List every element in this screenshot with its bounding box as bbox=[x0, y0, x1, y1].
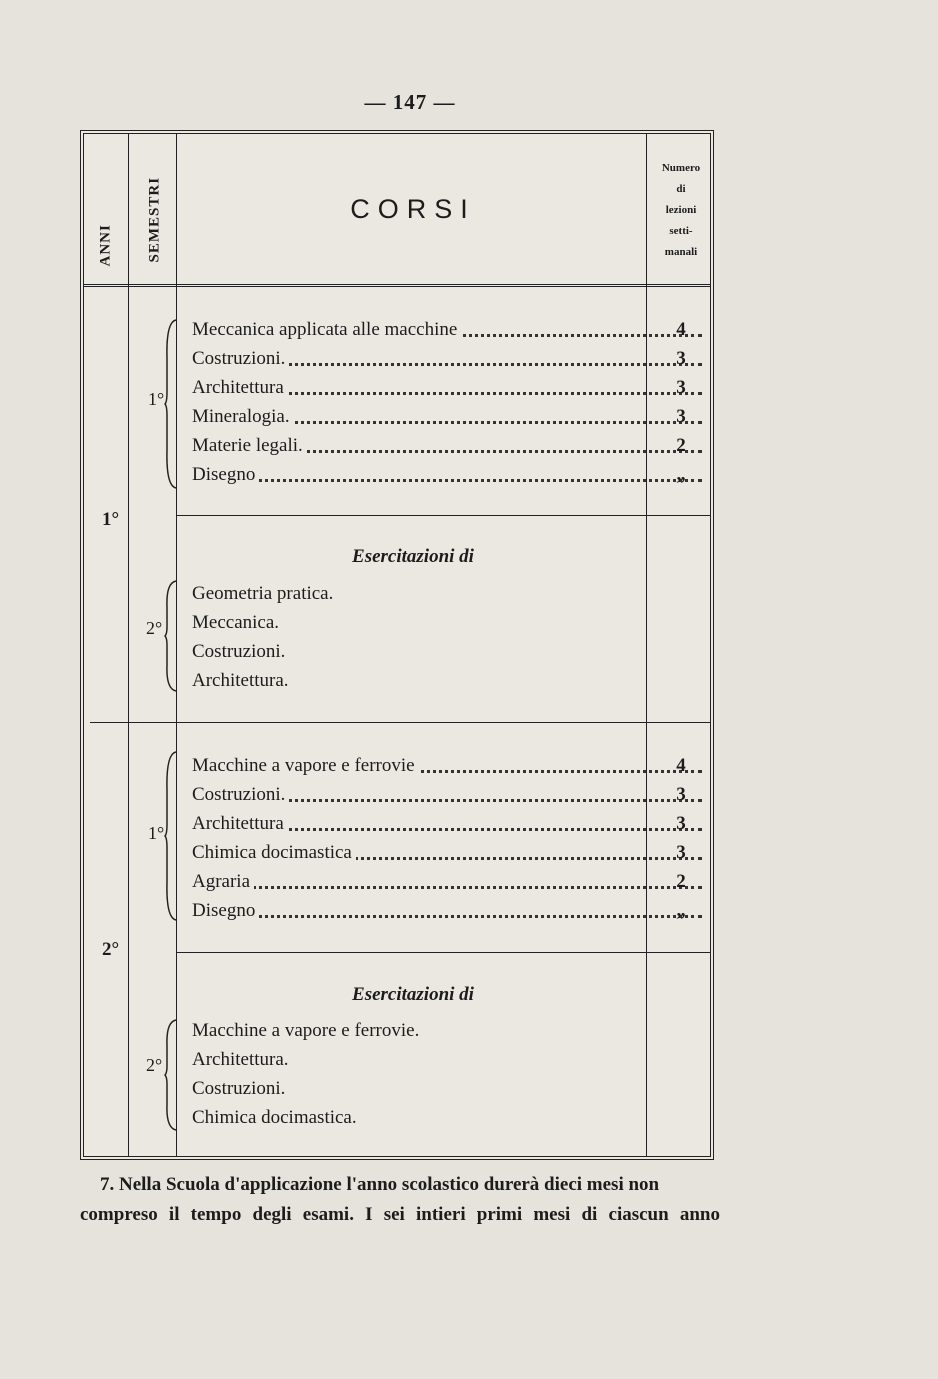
course-name: Chimica docimastica bbox=[192, 842, 356, 863]
course-row bbox=[192, 637, 702, 666]
header-corsi: CORSI bbox=[350, 194, 476, 224]
course-row bbox=[192, 780, 702, 809]
course-name: Disegno bbox=[192, 900, 259, 921]
page-number: — 147 — bbox=[364, 90, 456, 114]
course-name: Architettura bbox=[192, 377, 288, 398]
course-hours: „ bbox=[676, 464, 686, 485]
course-hours: „ bbox=[676, 900, 686, 921]
course-row bbox=[192, 1074, 702, 1103]
brace-y1-s2 bbox=[164, 579, 178, 693]
semester-label: 1° bbox=[148, 389, 165, 409]
course-row bbox=[192, 431, 702, 460]
semester-divider bbox=[176, 515, 710, 516]
course-name: Chimica docimastica. bbox=[192, 1107, 361, 1128]
course-name: Macchine a vapore e ferrovie bbox=[192, 755, 419, 776]
exercises-heading: Esercitazioni di bbox=[352, 546, 474, 567]
header-numero-line: lezioni bbox=[665, 204, 697, 216]
paragraph-line: 7. Nella Scuola d'applicazione l'anno scolastico durerà dieci mesi non bbox=[100, 1174, 660, 1195]
semester-label: 2° bbox=[146, 618, 163, 638]
course-hours: 4 bbox=[676, 755, 686, 776]
course-name: Architettura bbox=[192, 813, 288, 834]
course-row bbox=[192, 751, 702, 780]
course-name: Macchine a vapore e ferrovie. bbox=[192, 1020, 423, 1041]
header-semestri: SEMESTRI bbox=[146, 176, 163, 263]
course-hours: 3 bbox=[676, 842, 686, 863]
course-row bbox=[192, 460, 702, 489]
course-hours: 2 bbox=[676, 435, 686, 456]
course-name: Agraria bbox=[192, 871, 254, 892]
course-hours: 3 bbox=[676, 813, 686, 834]
course-hours: 4 bbox=[676, 319, 686, 340]
course-name: Disegno bbox=[192, 464, 259, 485]
course-row bbox=[192, 373, 702, 402]
course-name: Costruzioni. bbox=[192, 784, 289, 805]
course-row bbox=[192, 896, 702, 925]
course-name: Architettura. bbox=[192, 1049, 293, 1070]
course-name: Costruzioni. bbox=[192, 348, 289, 369]
course-row bbox=[192, 315, 702, 344]
course-name: Costruzioni. bbox=[192, 1078, 289, 1099]
body-paragraph bbox=[80, 1170, 720, 1230]
course-hours: 3 bbox=[676, 406, 686, 427]
semester-divider bbox=[176, 952, 710, 953]
header-numero-line: setti- bbox=[669, 225, 693, 237]
header-rule bbox=[84, 284, 710, 287]
course-name: Geometria pratica. bbox=[192, 583, 337, 604]
course-row bbox=[192, 1016, 702, 1045]
brace-y2-s2 bbox=[164, 1018, 178, 1132]
course-row bbox=[192, 1045, 702, 1074]
brace-y1-s1 bbox=[164, 318, 178, 490]
year-label: 2° bbox=[102, 939, 120, 960]
semester-label: 2° bbox=[146, 1055, 163, 1075]
paragraph-line: compreso il tempo degli esami. I sei intieri primi mesi di ciascun anno bbox=[80, 1204, 720, 1225]
year-divider bbox=[90, 722, 710, 723]
course-hours: 3 bbox=[676, 784, 686, 805]
course-hours: 2 bbox=[676, 871, 686, 892]
course-hours: 3 bbox=[676, 377, 686, 398]
course-name: Materie legali. bbox=[192, 435, 307, 456]
course-name: Mineralogia. bbox=[192, 406, 294, 427]
course-name: Meccanica applicata alle macchine bbox=[192, 319, 461, 340]
course-name: Architettura. bbox=[192, 670, 293, 691]
header-anni: ANNI bbox=[97, 224, 114, 267]
column-rule-anni bbox=[128, 134, 129, 1156]
course-row bbox=[192, 402, 702, 431]
semester-label: 1° bbox=[148, 823, 165, 843]
course-row bbox=[192, 867, 702, 896]
exercises-heading: Esercitazioni di bbox=[352, 984, 474, 1005]
course-row bbox=[192, 344, 702, 373]
header-numero-lezioni bbox=[650, 158, 712, 263]
course-row bbox=[192, 1103, 702, 1132]
course-row bbox=[192, 608, 702, 637]
header-numero-line: manali bbox=[664, 246, 698, 258]
course-row bbox=[192, 666, 702, 695]
course-name: Meccanica. bbox=[192, 612, 283, 633]
brace-y2-s1 bbox=[164, 750, 178, 922]
course-hours: 3 bbox=[676, 348, 686, 369]
course-name: Costruzioni. bbox=[192, 641, 289, 662]
course-row bbox=[192, 809, 702, 838]
course-row bbox=[192, 838, 702, 867]
header-numero-line: di bbox=[676, 183, 686, 195]
header-numero-line: Numero bbox=[661, 162, 701, 174]
courses-table bbox=[80, 130, 714, 1160]
course-row bbox=[192, 579, 702, 608]
year-label: 1° bbox=[102, 509, 120, 530]
